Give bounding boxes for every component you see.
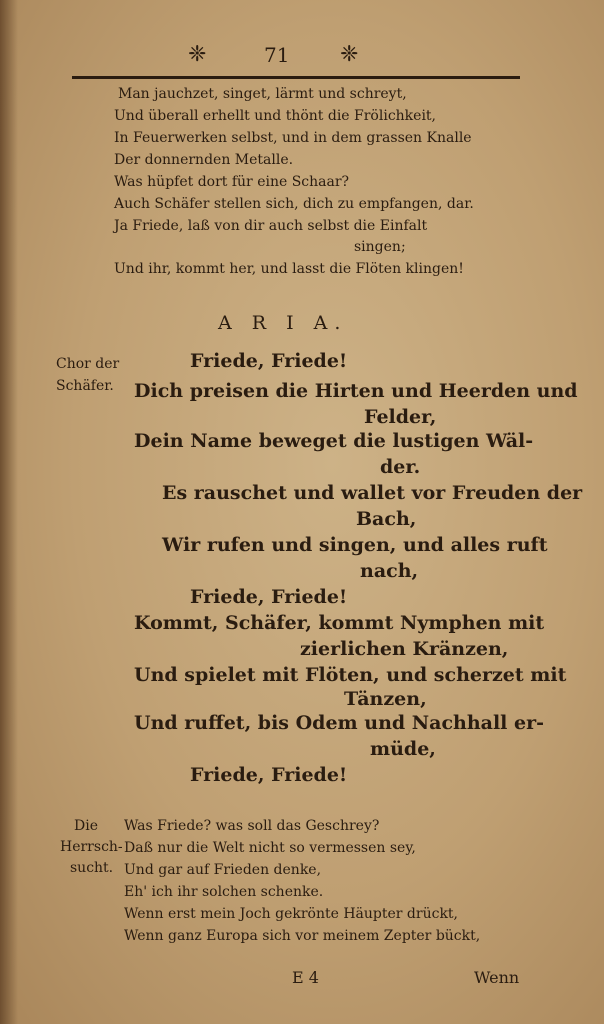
left-ornament-icon: ❈ xyxy=(188,42,207,67)
aria-line: nach, xyxy=(360,560,419,582)
header-rule xyxy=(72,76,520,79)
speaker-label: Herrsch- xyxy=(60,839,123,855)
aria-line: Es rauschet und wallet vor Freuden der xyxy=(162,482,583,504)
recit1-line: Und überall erhellt und thönt die Frölichkeit, xyxy=(114,108,436,124)
signature-mark: E 4 xyxy=(292,968,319,987)
speaker-label: Schäfer. xyxy=(56,378,114,394)
aria-line: Friede, Friede! xyxy=(190,586,348,608)
aria-line: Wir rufen und singen, und alles ruft xyxy=(162,534,548,556)
aria-line: Und spielet mit Flöten, und scherzet mit xyxy=(134,664,567,686)
recit2-line: Was Friede? was soll das Geschrey? xyxy=(124,818,380,834)
page-number: 71 xyxy=(264,43,290,67)
recit2-line: Daß nur die Welt nicht so vermessen sey, xyxy=(124,840,416,856)
recit2-line: Eh' ich ihr solchen schenke. xyxy=(124,884,324,900)
aria-line: Kommt, Schäfer, kommt Nymphen mit xyxy=(134,612,545,634)
recit1-line: Auch Schäfer stellen sich, dich zu empfangen, dar. xyxy=(114,196,474,212)
speaker-label: Die xyxy=(74,818,98,834)
recit2-line: Und gar auf Frieden denke, xyxy=(124,862,322,878)
recit2-line: Wenn ganz Europa sich vor meinem Zepter bückt, xyxy=(124,928,481,944)
recit1-line: Was hüpfet dort für eine Schaar? xyxy=(114,174,350,190)
aria-heading: A R I A. xyxy=(218,312,348,334)
aria-line: Dein Name beweget die lustigen Wäl- xyxy=(134,430,534,452)
aria-line: Und ruffet, bis Odem und Nachhall er- xyxy=(134,712,545,734)
recit1-line: Man jauchzet, singet, lärmt und schreyt, xyxy=(118,86,407,102)
catchword: Wenn xyxy=(474,968,520,987)
aria-line: Dich preisen die Hirten und Heerden und xyxy=(134,380,578,402)
page-edge-shadow xyxy=(0,0,18,1024)
aria-line: zierlichen Kränzen, xyxy=(300,638,509,660)
aria-line: müde, xyxy=(370,738,436,760)
recit1-line: Ja Friede, laß von dir auch selbst die Einfalt xyxy=(114,218,428,234)
speaker-label: Chor der xyxy=(56,356,120,372)
right-ornament-icon: ❈ xyxy=(340,42,359,67)
recit2-line: Wenn erst mein Joch gekrönte Häupter drückt, xyxy=(124,906,458,922)
aria-line: der. xyxy=(380,456,421,478)
recit1-line: Und ihr, kommt her, und lasst die Flöten klingen! xyxy=(114,261,464,277)
speaker-label: sucht. xyxy=(70,860,114,876)
aria-line: Friede, Friede! xyxy=(190,764,348,786)
aria-line: Felder, xyxy=(364,406,437,428)
recit1-line: In Feuerwerken selbst, und in dem grassen Knalle xyxy=(114,130,472,146)
aria-line: Friede, Friede! xyxy=(190,350,348,372)
aria-line: Tänzen, xyxy=(344,688,427,710)
aria-line: Bach, xyxy=(356,508,417,530)
recit1-line: Der donnernden Metalle. xyxy=(114,152,294,168)
recit1-line: singen; xyxy=(354,239,406,255)
